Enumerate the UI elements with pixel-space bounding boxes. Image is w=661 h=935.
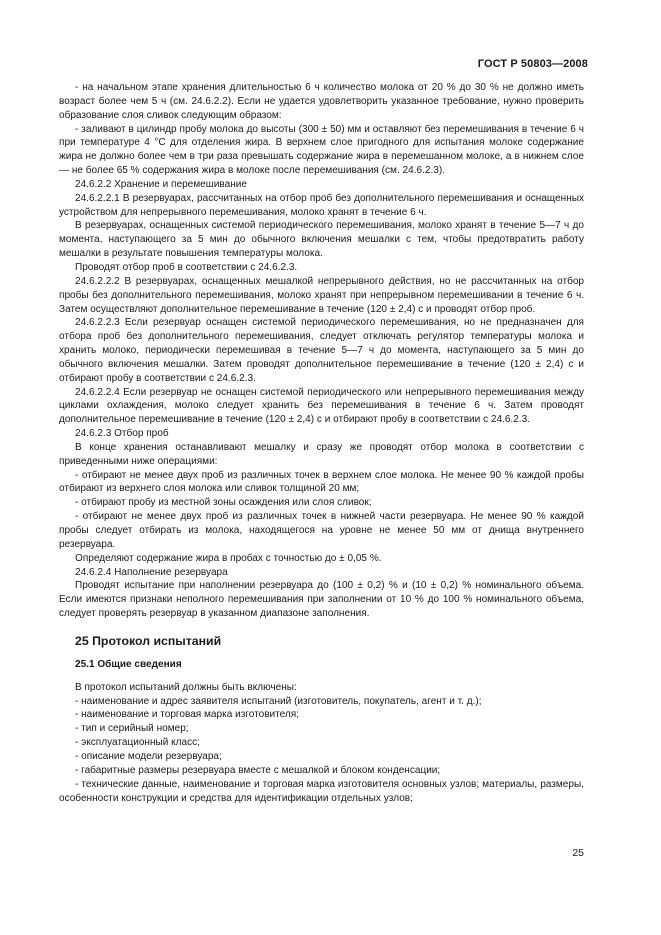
- clause-heading: 24.6.2.3 Отбор проб: [75, 428, 169, 440]
- paragraph: 24.6.2.2.3 Если резервуар оснащен системой периодического перемешивания, но не предназначен для отбора проб без дополнительного перемешивания, следует отключать регулятор температуры молока и хранить молоко, периодически перемешивая в течение 5—7 ч до момента, наступающего за 5 мин до обычного включения мешалки. Затем проводят дополнительное перемешивание в течение (120 ± 2,4) с и отбирают пробу в соответствии с 24.6.2.3.: [59, 317, 584, 384]
- list-item: - описание модели резервуара;: [75, 750, 222, 762]
- section-title: 25 Протокол испытаний: [75, 633, 222, 648]
- list-item: - эксплуатационный класс;: [75, 737, 200, 749]
- paragraph: В конце хранения останавливают мешалку и сразу же проводят отбор молока в соответствии с приведенными ниже операциями:: [59, 441, 584, 467]
- list-item: - наименование и адрес заявителя испытаний (изготовитель, покупатель, агент и т. д.);: [75, 695, 482, 707]
- paragraph: - отбирают не менее двух проб из различных точек в верхнем слое молока. Не менее 90 % каждой пробы отбирают из верхнего слоя молока или сливок толщиной 20 мм;: [59, 469, 584, 495]
- paragraph: - на начальном этапе хранения длительностью 6 ч количество молока от 20 % до 30 % не должно иметь возраст более чем 5 ч (см. 24.6.2.2). Если не удается удовлетворить указанное требование, нужно проверить образование слоя сливок следующим образом:: [59, 82, 584, 121]
- paragraph: - отбирают пробу из местной зоны осаждения или слоя сливок;: [75, 497, 372, 509]
- document-body: [59, 81, 584, 805]
- standard-header: ГОСТ Р 50803—2008: [477, 58, 588, 70]
- list-item: - габаритные размеры резервуара вместе с мешалкой и блоком конденсации;: [75, 764, 441, 776]
- paragraph: 24.6.2.2.2 В резервуарах, оснащенных мешалкой непрерывного действия, но не рассчитанных на отбор пробы без дополнительного перемешивания, молоко хранят при непрерывном перемешивании в течение 6 ч. Затем осуществляют дополнительное перемешивание в течение (120 ± 2,4) с и проводят отбор проб.: [59, 275, 584, 315]
- paragraph: Проводят отбор проб в соответствии с 24.6.2.3.: [75, 261, 298, 273]
- paragraph: 24.6.2.2.1 В резервуарах, рассчитанных на отбор проб без дополнительного перемешивания и оснащенных устройством для непрерывного перемешивания, молоко хранят в течение 6 ч.: [59, 192, 584, 218]
- paragraph: 24.6.2.2.4 Если резервуар не оснащен системой периодического или непрерывного перемешивания между циклами охлаждения, молоко следует хранить без перемешивания в течение 6 ч. Затем проводят дополнительное перемешивание в течение (120 ± 2,4) с и отбирают пробу в соответствии с 24.6.2.3.: [59, 386, 584, 426]
- paragraph: - отбирают не менее двух проб из различных точек в нижней части резервуара. Не менее 90 % каждой пробы следует отбирать из молока, находящегося на уровне не менее 50 мм от днища внутреннего резервуара.: [59, 511, 584, 550]
- list-item: - технические данные, наименование и торговая марка изготовителя основных узлов; материалы, размеры, особенности конструкции и средства для идентификации отдельных узлов;: [59, 778, 584, 804]
- clause-heading: 24.6.2.2 Хранение и перемешивание: [75, 178, 247, 190]
- paragraph: Проводят испытание при наполнении резервуара до (100 ± 0,2) % и (10 ± 0,2) % номинального объема. Если имеются признаки неполного перемешивания при заполнении от 10 % до 100 % номинального объема, следует проверять резервуар в указанном диапазоне заполнения.: [59, 580, 584, 620]
- paragraph: В резервуарах, оснащенных системой периодического перемешивания, молоко хранят в течение 5—7 ч до момента, наступающего за 5 мин до обычного включения мешалки с тем, чтобы предотвратить работу мешалки в результате повышения температуры молока.: [59, 220, 584, 260]
- list-item: - наименование и торговая марка изготовителя;: [75, 709, 299, 721]
- clause-heading: 24.6.2.4 Наполнение резервуара: [75, 566, 228, 578]
- page-number: 25: [572, 847, 584, 859]
- subsection-title: 25.1 Общие сведения: [75, 658, 182, 670]
- list-item: - тип и серийный номер;: [75, 723, 189, 735]
- list-intro: В протокол испытаний должны быть включены:: [75, 681, 297, 693]
- paragraph: - заливают в цилиндр пробу молока до высоты (300 ± 50) мм и оставляют без перемешивания в течение 6 ч при температуре 4 °С для отделения жира. В верхнем слое пригодного для испытания молоке содержание жира не должно более чем в три раза превышать содержание жира в перемешанном молоке, а в нижнем слое — не более 65 % содержания жира в молоке после перемешивания (см. 24.6.2.3).: [59, 123, 584, 177]
- paragraph: Определяют содержание жира в пробах с точностью до ± 0,05 %.: [75, 552, 382, 564]
